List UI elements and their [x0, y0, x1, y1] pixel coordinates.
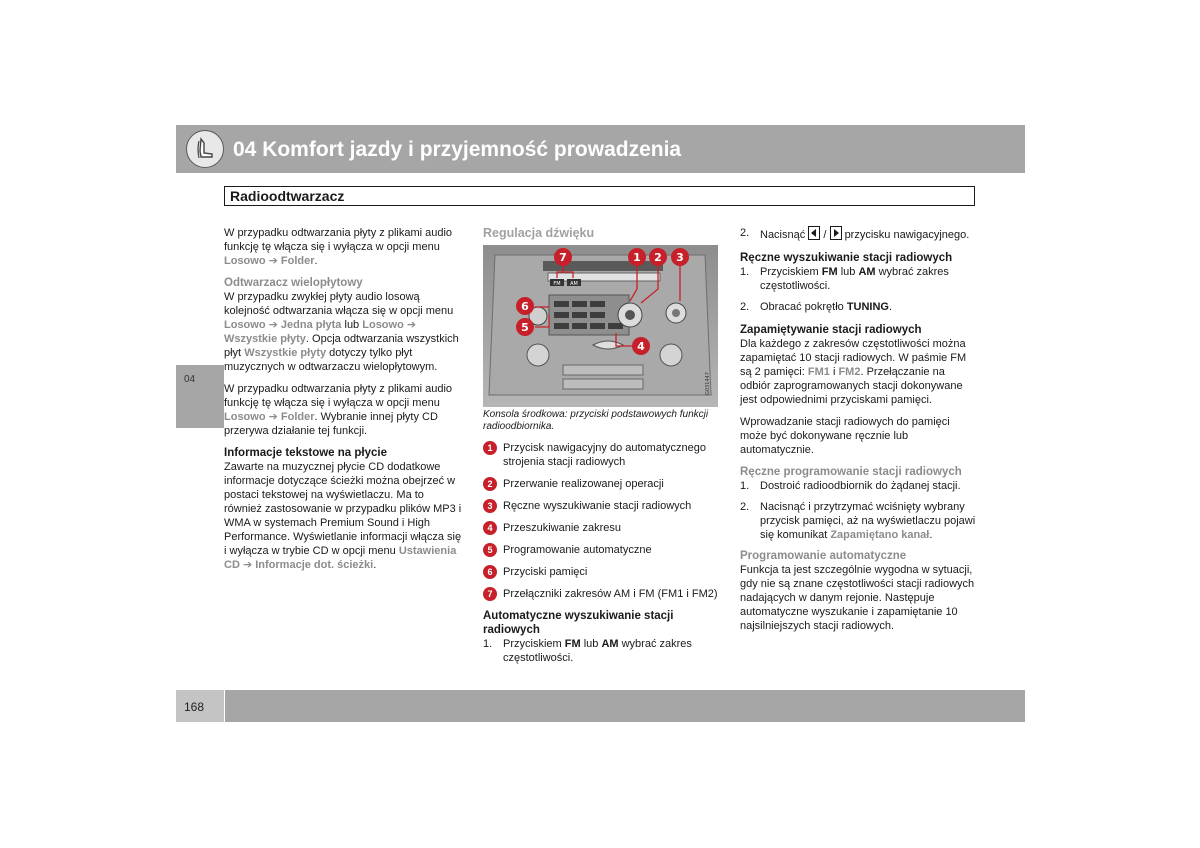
legend-item: [483, 565, 719, 579]
left-arrow-button-icon: [808, 226, 820, 240]
subheading: Programowanie automatyczne: [740, 550, 907, 562]
callout-6: [516, 297, 534, 315]
chapter-title: 04 Komfort jazdy i przyjemność prowadzenia: [233, 138, 682, 161]
callout-1: [628, 248, 646, 266]
menu-path: Losowo ➔ Jedna płyta: [224, 319, 342, 331]
callout-2: [649, 248, 667, 266]
legend-item: [483, 587, 719, 601]
radio-console-figure: [483, 245, 718, 407]
figure-caption: Konsola środkowa: przyciski podstawowych funkcji radioodbiornika.: [483, 409, 709, 432]
callout-7: [554, 248, 572, 266]
paragraph: W przypadku odtwarzania płyty z plikami audio funkcję tę włącza się i wyłącza w opcji menu Losowo ➔ Folder.: [224, 227, 453, 267]
footer-bar: [225, 690, 1025, 722]
paragraph: Dla każdego z zakresów częstotliwości można zapamiętać 10 stacji radiowych. W paśmie FM są 2 pamięci: FM1 i FM2. Przełączanie na odbiór zaprogramowanych stacji dokonywane jest odpowiednimi przyciskami pamięci.: [740, 338, 967, 406]
callout-number-badge: 7: [483, 587, 497, 601]
column-middle: [483, 226, 719, 240]
callout-number-badge: 5: [483, 543, 497, 557]
subheading: Zapamiętywanie stacji radiowych: [740, 324, 922, 336]
callout-number-badge: 2: [483, 477, 497, 491]
callout-number-badge: 6: [483, 565, 497, 579]
svg-text:4: 4: [637, 340, 645, 353]
svg-text:3: 3: [676, 251, 684, 264]
legend-item: [483, 441, 719, 469]
legend-text: Przycisk nawigacyjny do automatycznego strojenia stacji radiowych: [503, 442, 706, 468]
callout-4: [632, 337, 650, 355]
legend-item: [483, 543, 719, 557]
menu-option: Wszystkie płyty: [244, 347, 327, 359]
am-button-label: AM: [570, 281, 578, 287]
right-arrow-button-icon: [830, 226, 842, 240]
paragraph: W przypadku odtwarzania płyty z plikami audio funkcję tę włącza się i wyłącza w opcji menu Losowo ➔ Folder. Wybranie innej płyty CD przerywa działanie tej funkcji.: [224, 383, 453, 437]
column-middle-lower: [483, 409, 719, 672]
legend-item: [483, 499, 719, 513]
svg-text:1: 1: [633, 251, 641, 264]
subheading: Informacje tekstowe na płycie: [224, 447, 387, 459]
menu-path: Losowo ➔ Folder: [224, 255, 315, 267]
subheading: Automatyczne wyszukiwanie stacji radiowych: [483, 610, 674, 636]
column-left: [224, 226, 462, 580]
subheading: Ręczne wyszukiwanie stacji radiowych: [740, 252, 953, 264]
callout-number-badge: 4: [483, 521, 497, 535]
callout-number-badge: 1: [483, 441, 497, 455]
legend-text: Przełączniki zakresów AM i FM (FM1 i FM2): [503, 588, 718, 600]
subheading: Odtwarzacz wielopłytowy: [224, 277, 363, 289]
section-title: Radioodtwarzacz: [230, 188, 345, 204]
legend-item: [483, 477, 719, 491]
page-number: 168: [184, 700, 205, 714]
legend-text: Programowanie automatyczne: [503, 544, 652, 556]
callout-5: [516, 318, 534, 336]
legend-text: Przerwanie realizowanej operacji: [503, 478, 664, 490]
chapter-header: [176, 125, 1025, 173]
menu-path: Ustawienia CD ➔ Informacje dot. ścieżki: [224, 545, 457, 571]
column-right: [740, 226, 976, 641]
list-item: 2. Nacisnąć / przycisku nawigacyjnego.: [740, 227, 970, 241]
legend-text: Przeszukiwanie zakresu: [503, 522, 621, 534]
section-heading: Regulacja dźwięku: [483, 226, 595, 240]
legend-item: [483, 521, 719, 535]
menu-path: Losowo ➔ Folder: [224, 411, 315, 423]
list-item: 1. Przyciskiem FM lub AM wybrać zakres częstotliwości.: [483, 638, 692, 664]
paragraph: Funkcja ta jest szczególnie wygodna w sytuacji, gdy nie są znane częstotliwości stacji radiowych nadających w danym rejonie. Następuje automatyczne wyszukanie i zapamiętanie 10 najsilniejszych stacji radiowych.: [740, 564, 975, 632]
svg-text:2: 2: [654, 251, 662, 264]
seat-icon: [186, 130, 224, 168]
list-item: 1. Przyciskiem FM lub AM wybrać zakres częstotliwości.: [740, 266, 949, 292]
fm-button-label: FM: [553, 281, 561, 287]
paragraph: Wprowadzanie stacji radiowych do pamięci może być dokonywane ręcznie lub automatycznie.: [740, 416, 950, 456]
list-item: 2. Obracać pokrętło TUNING.: [740, 301, 893, 313]
svg-text:5: 5: [521, 321, 529, 334]
svg-text:7: 7: [559, 251, 567, 264]
paragraph: Zawarte na muzycznej płycie CD dodatkowe informacje dotyczące ścieżki można obejrzeć w postaci tekstowej na wyświetlaczu. Ma to również zastosowanie w przypadku plików MP3 i WMA w systemach Premium Sound i High Performance. Wyświetlanie informacji włącza się i wyłącza w trybie CD w opcji menu Ustawienia CD ➔ Informacje dot. ścieżki.: [224, 461, 462, 571]
section-header: [224, 186, 975, 206]
paragraph: W przypadku zwykłej płyty audio losową kolejność odtwarzania włącza się w opcji menu Losowo ➔ Jedna płyta lub Losowo ➔ Wszystkie płyty. Opcja odtwarzania wszystkich płyt Wszystkie płyty dotyczy tylko płyt muzycznych w odtwarzaczu wielopłytowym.: [224, 291, 459, 373]
callout-3: [671, 248, 689, 266]
chapter-side-tab: [176, 365, 224, 428]
subheading: Ręczne programowanie stacji radiowych: [740, 466, 962, 478]
list-item: 2. Nacisnąć i przytrzymać wciśnięty wybrany przycisk pamięci, aż na wyświetlaczu pojawi się komunikat Zapamiętano kanał.: [740, 501, 976, 541]
page-number-box: [176, 690, 224, 722]
legend-text: Przyciski pamięci: [503, 566, 588, 578]
figure-code: G031447: [705, 372, 711, 395]
list-item: 1. Dostroić radioodbiornik do żądanej stacji.: [740, 480, 961, 492]
menu-path: Losowo ➔ Wszystkie płyty: [224, 319, 417, 345]
callout-number-badge: 3: [483, 499, 497, 513]
legend-text: Ręczne wyszukiwanie stacji radiowych: [503, 500, 692, 512]
chapter-side-tab-label: 04: [184, 374, 196, 385]
legend-list: [483, 441, 719, 601]
svg-text:6: 6: [521, 300, 529, 313]
